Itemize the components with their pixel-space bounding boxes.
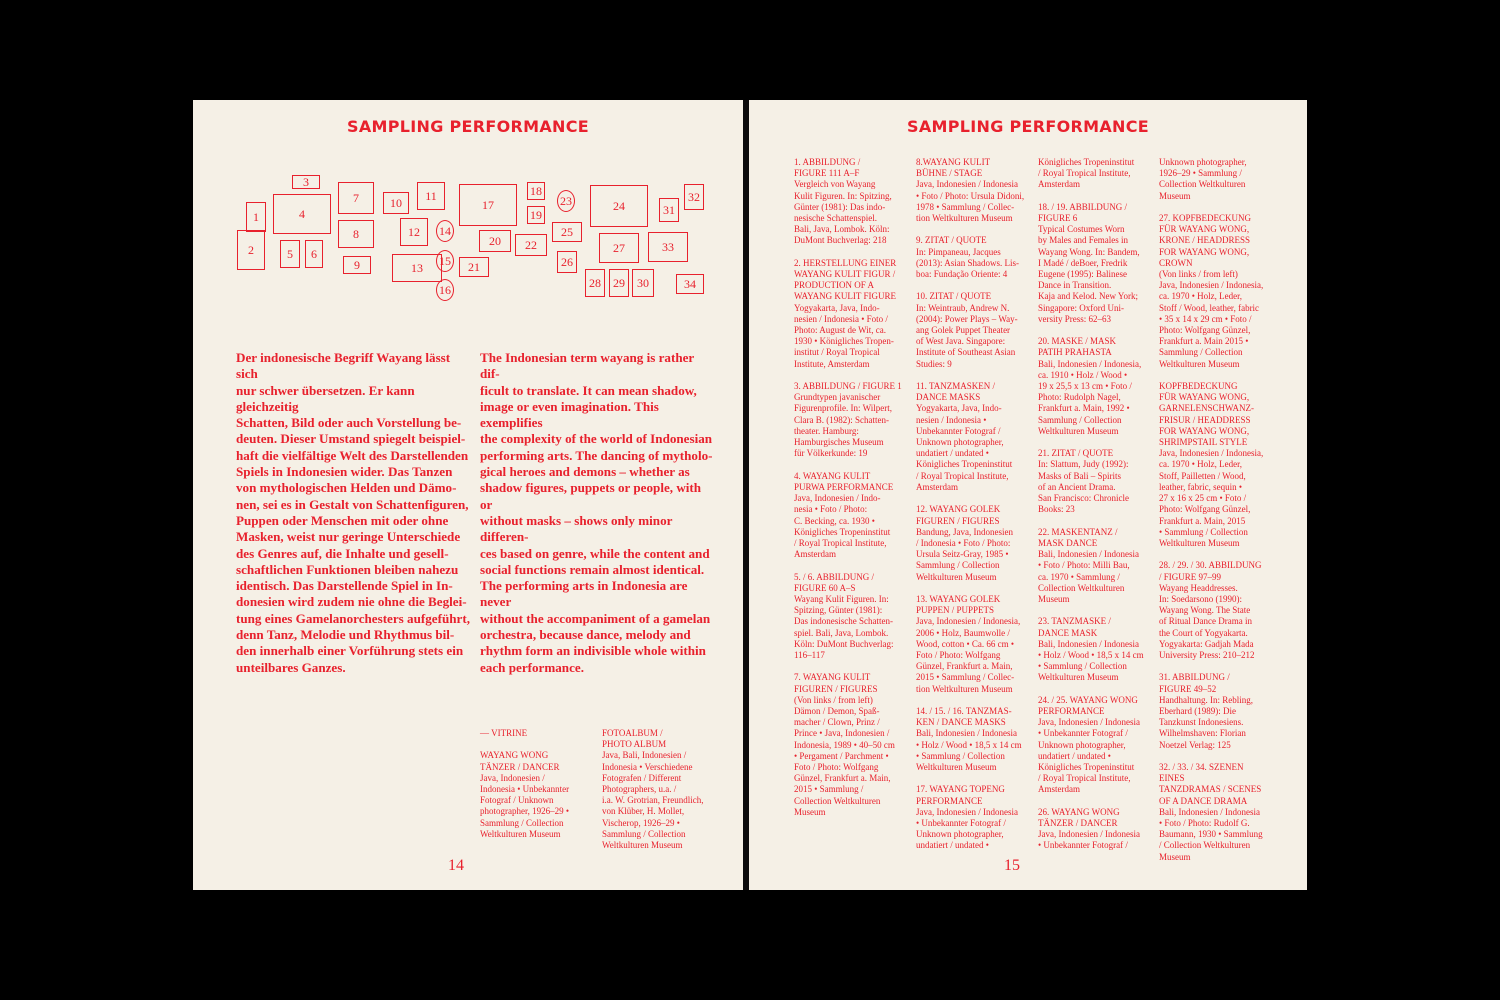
map-box-27: 27 [599, 233, 639, 263]
map-box-25: 25 [552, 222, 582, 242]
map-box-20: 20 [479, 230, 511, 252]
map-box-7: 7 [338, 182, 374, 214]
map-box-22: 22 [515, 234, 547, 256]
map-box-31: 31 [659, 198, 679, 222]
map-box-8: 8 [338, 220, 374, 248]
english-text: The Indonesian term wayang is rather dif- ficult to translate. It can mean shadow, image or even imagination. This exemplifies the complexity of the world of Indonesian performing arts. The dancing of mytholo- gical heroes and demons – whether as shadow figures, puppets or people, with or without masks – shows only minor differen- ces based on genre, while the content and social functions remain almost identical. The performing arts in Indonesia are never without the accompaniment of a gamelan orchestra, because dance, melody and rhythm form an indivisible whole within each performance. [480, 350, 713, 675]
map-box-5: 5 [280, 240, 300, 268]
map-box-28: 28 [585, 269, 605, 297]
map-box-12: 12 [400, 218, 428, 246]
map-box-4: 4 [273, 194, 331, 234]
map-box-1: 1 [246, 202, 266, 232]
running-head-right: SAMPLING PERFORMANCE [907, 117, 1149, 136]
map-box-9: 9 [343, 256, 371, 274]
map-box-23: 23 [557, 190, 575, 212]
page-number-left: 14 [448, 857, 464, 874]
map-box-29: 29 [609, 269, 629, 297]
catalog-column-2: 8.WAYANG KULIT BÜHNE / STAGE Java, Indonesien / Indonesia • Foto / Photo: Ursula Didoni, 1978 • Sammlung / Collec- tion Weltkulturen Museum 9. ZITAT / QUOTE In: Pimpaneau, Jacques (2013): Asian Shadows. Lis- boa: Fundação Oriente: 4 10. ZITAT / QUOTE In: Weintraub, Andrew N. (2004): Power Plays – Way- ang Golek Puppet Theater of West Java. Singapore: Institute of Southeast Asian Studies: 9 11. TANZMASKEN / DANCE MASKS Yogyakarta, Java, Indo- nesien / Indonesia • Unbekannter Fotograf / Unknown photographer, undatiert / undated • Königliches Tropeninstitut / Royal Tropical Institute, Amsterdam 12. WAYANG GOLEK FIGUREN / FIGURES Bandung, Java, Indonesien / Indonesia • Foto / Photo: Ursula Seitz-Gray, 1985 • Sammlung / Collection Weltkulturen Museum 13. WAYANG GOLEK PUPPEN / PUPPETS Java, Indonesien / Indonesia, 2006 • Holz, Baumwolle / Wood, cotton • Ca. 66 cm • Foto / Photo: Wolfgang Günzel, Frankfurt a. Main, 2015 • Sammlung / Collec- tion Weltkulturen Museum 14. / 15. / 16. TANZMAS- KEN / DANCE MASKS Bali, Indonesien / Indonesia • Holz / Wood • 18,5 x 14 cm • Sammlung / Collection Weltkulturen Museum 17. WAYANG TOPENG PERFORMANCE Java, Indonesien / Indonesia • Unbekannter Fotograf / Unknown photographer, undatiert / undated • [916, 157, 1025, 851]
running-head-left: SAMPLING PERFORMANCE [347, 117, 589, 136]
catalog-column-1: 1. ABBILDUNG / FIGURE 111 A–F Vergleich von Wayang Kulit Figuren. In: Spitzing, Günter (1981): Das indo- nesische Schattenspiel. Bali, Java, Lombok. Köln: DuMont Buchverlag: 218 2. HERSTELLUNG EINER WAYANG KULIT FIGUR / PRODUCTION OF A WAYANG KULIT FIGURE Yogyakarta, Java, Indo- nesien / Indonesia • Foto / Photo: August de Wit, ca. 1930 • Königliches Tropen- institut / Royal Tropical Institute, Amsterdam 3. ABBILDUNG / FIGURE 1 Grundtypen javanischer Figurenprofile. In: Wilpert, Clara B. (1982): Schatten- theater. Hamburg: Hamburgisches Museum für Völkerkunde: 19 4. WAYANG KULIT PURWA PERFORMANCE Java, Indonesien / Indo- nesia • Foto / Photo: C. Becking, ca. 1930 • Königliches Tropeninstitut / Royal Tropical Institute, Amsterdam 5. / 6. ABBILDUNG / FIGURE 60 A–S Wayang Kulit Figuren. In: Spitzing, Günter (1981): Das indonesische Schatten- spiel. Bali, Java, Lombok. Köln: DuMont Buchverlag: 116–117 7. WAYANG KULIT FIGUREN / FIGURES (Von links / from left) Dämon / Demon, Spaß- macher / Clown, Prinz / Prince • Java, Indonesien / Indonesia, 1989 • 40–50 cm • Pergament / Parchment • Foto / Photo: Wolfgang Günzel, Frankfurt a. Main, 2015 • Sammlung / Collection Weltkulturen Museum [794, 157, 902, 817]
map-box-2: 2 [237, 230, 265, 270]
map-box-19: 19 [527, 206, 545, 224]
map-box-32: 32 [684, 184, 704, 210]
vitrine-caption-2: FOTOALBUM / PHOTO ALBUM Java, Bali, Indonesien / Indonesia • Verschiedene Fotografen / Different Photographers, u.a. / i.a. W. Grotrian, Freundlich, von Klüber, H. Mollet, Vischerop, 1926–29 • Sammlung / Collection Weltkulturen Museum [602, 728, 704, 851]
map-box-17: 17 [459, 184, 517, 226]
map-box-34: 34 [676, 274, 704, 294]
map-box-33: 33 [648, 232, 688, 262]
page-number-right: 15 [1004, 857, 1020, 874]
catalog-column-4: Unknown photographer, 1926–29 • Sammlung / Collection Weltkulturen Museum 27. KOPFBEDECKUNG FÜR WAYANG WONG, KRONE / HEADDRESS FOR WAYANG WONG, CROWN (Von links / from left) Java, Indonesien / Indonesia, ca. 1970 • Holz, Leder, Stoff / Wood, leather, fabric • 35 x 14 x 29 cm • Foto / Photo: Wolfgang Günzel, Frankfurt a. Main 2015 • Sammlung / Collection Weltkulturen Museum KOPFBEDECKUNG FÜR WAYANG WONG, GARNELENSCHWANZ- FRISUR / HEADDRESS FOR WAYANG WONG, SHRIMPSTAIL STYLE Java, Indonesien / Indonesia, ca. 1970 • Holz, Leder, Stoff, Pailletten / Wood, leather, fabric, sequin • 27 x 16 x 25 cm • Foto / Photo: Wolfgang Günzel, Frankfurt a. Main, 2015 • Sammlung / Collection Weltkulturen Museum 28. / 29. / 30. ABBILDUNG / FIGURE 97–99 Wayang Headdresses. In: Soedarsono (1990): Wayang Wong. The State of Ritual Dance Drama in the Court of Yogyakarta. Yogyakarta: Gadjah Mada University Press: 210–212 31. ABBILDUNG / FIGURE 49–52 Handhaltung. In: Rebling, Eberhard (1989): Die Tanzkunst Indonesiens. Wilhelmshaven: Florian Noetzel Verlag: 125 32. / 33. / 34. SZENEN EINES TANZDRAMAS / SCENES OF A DANCE DRAMA Bali, Indonesien / Indonesia • Foto / Photo: Rudolf G. Baumann, 1930 • Sammlung / Collection Weltkulturen Museum [1159, 157, 1264, 862]
map-box-6: 6 [305, 240, 323, 268]
left-page [193, 100, 743, 890]
map-box-3: 3 [292, 175, 320, 189]
map-box-10: 10 [383, 192, 409, 214]
map-box-26: 26 [557, 251, 577, 273]
map-box-21: 21 [459, 257, 489, 277]
map-box-14: 14 [436, 220, 454, 242]
map-box-30: 30 [632, 269, 654, 297]
exhibition-floor-map [235, 172, 710, 307]
vitrine-caption-1: — VITRINE WAYANG WONG TÄNZER / DANCER Java, Indonesien / Indonesia • Unbekannter Fotograf / Unknown photographer, 1926–29 • Sammlung / Collection Weltkulturen Museum [480, 728, 570, 839]
right-page [749, 100, 1307, 890]
map-box-18: 18 [527, 182, 545, 200]
catalog-column-3: Königliches Tropeninstitut / Royal Tropical Institute, Amsterdam 18. / 19. ABBILDUNG / FIGURE 6 Typical Costumes Worn by Males and Females in Wayang Wong. In: Bandem, I Madé / deBoer, Fredrik Eugene (1995): Balinese Dance in Transition. Kaja and Kelod. New York; Singapore: Oxford Uni- versity Press: 62–63 20. MASKE / MASK PATIH PRAHASTA Bali, Indonesien / Indonesia, ca. 1910 • Holz / Wood • 19 x 25,5 x 13 cm • Foto / Photo: Rudolph Nagel, Frankfurt a. Main, 1992 • Sammlung / Collection Weltkulturen Museum 21. ZITAT / QUOTE In: Slattum, Judy (1992): Masks of Bali – Spirits of an Ancient Drama. San Francisco: Chronicle Books: 23 22. MASKENTANZ / MASK DANCE Bali, Indonesien / Indonesia • Foto / Photo: Milli Bau, ca. 1970 • Sammlung / Collection Weltkulturen Museum 23. TANZMASKE / DANCE MASK Bali, Indonesien / Indonesia • Holz / Wood • 18,5 x 14 cm • Sammlung / Collection Weltkulturen Museum 24. / 25. WAYANG WONG PERFORMANCE Java, Indonesien / Indonesia • Unbekannter Fotograf / Unknown photographer, undatiert / undated • Königliches Tropeninstitut / Royal Tropical Institute, Amsterdam 26. WAYANG WONG TÄNZER / DANCER Java, Indonesien / Indonesia • Unbekannter Fotograf / [1038, 157, 1144, 851]
german-text: Der indonesische Begriff Wayang lässt sich nur schwer übersetzen. Er kann gleichzeitig Schatten, Bild oder auch Vorstellung be- deuten. Dieser Umstand spiegelt beispiel- haft die vielfältige Welt des Darstellenden Spiels in Indonesien wider. Das Tanzen von mythologischen Helden und Dämo- nen, sei es in Gestalt von Schattenfiguren, Puppen oder Menschen mit oder ohne Masken, weist nur geringe Unterschiede des Genres auf, die Inhalte und gesell- schaftlichen Funktionen bleiben nahezu identisch. Das Darstellende Spiel in In- donesien wird zudem nie ohne die Beglei- tung eines Gamelanorchesters aufgeführt, denn Tanz, Melodie und Rhythmus bil- den innerhalb einer Vorführung stets ein unteilbares Ganzes. [236, 350, 470, 675]
map-box-13: 13 [392, 254, 442, 282]
map-box-16: 16 [436, 279, 454, 301]
map-box-15: 15 [436, 250, 454, 272]
map-box-11: 11 [417, 182, 445, 210]
map-box-24: 24 [590, 185, 648, 227]
